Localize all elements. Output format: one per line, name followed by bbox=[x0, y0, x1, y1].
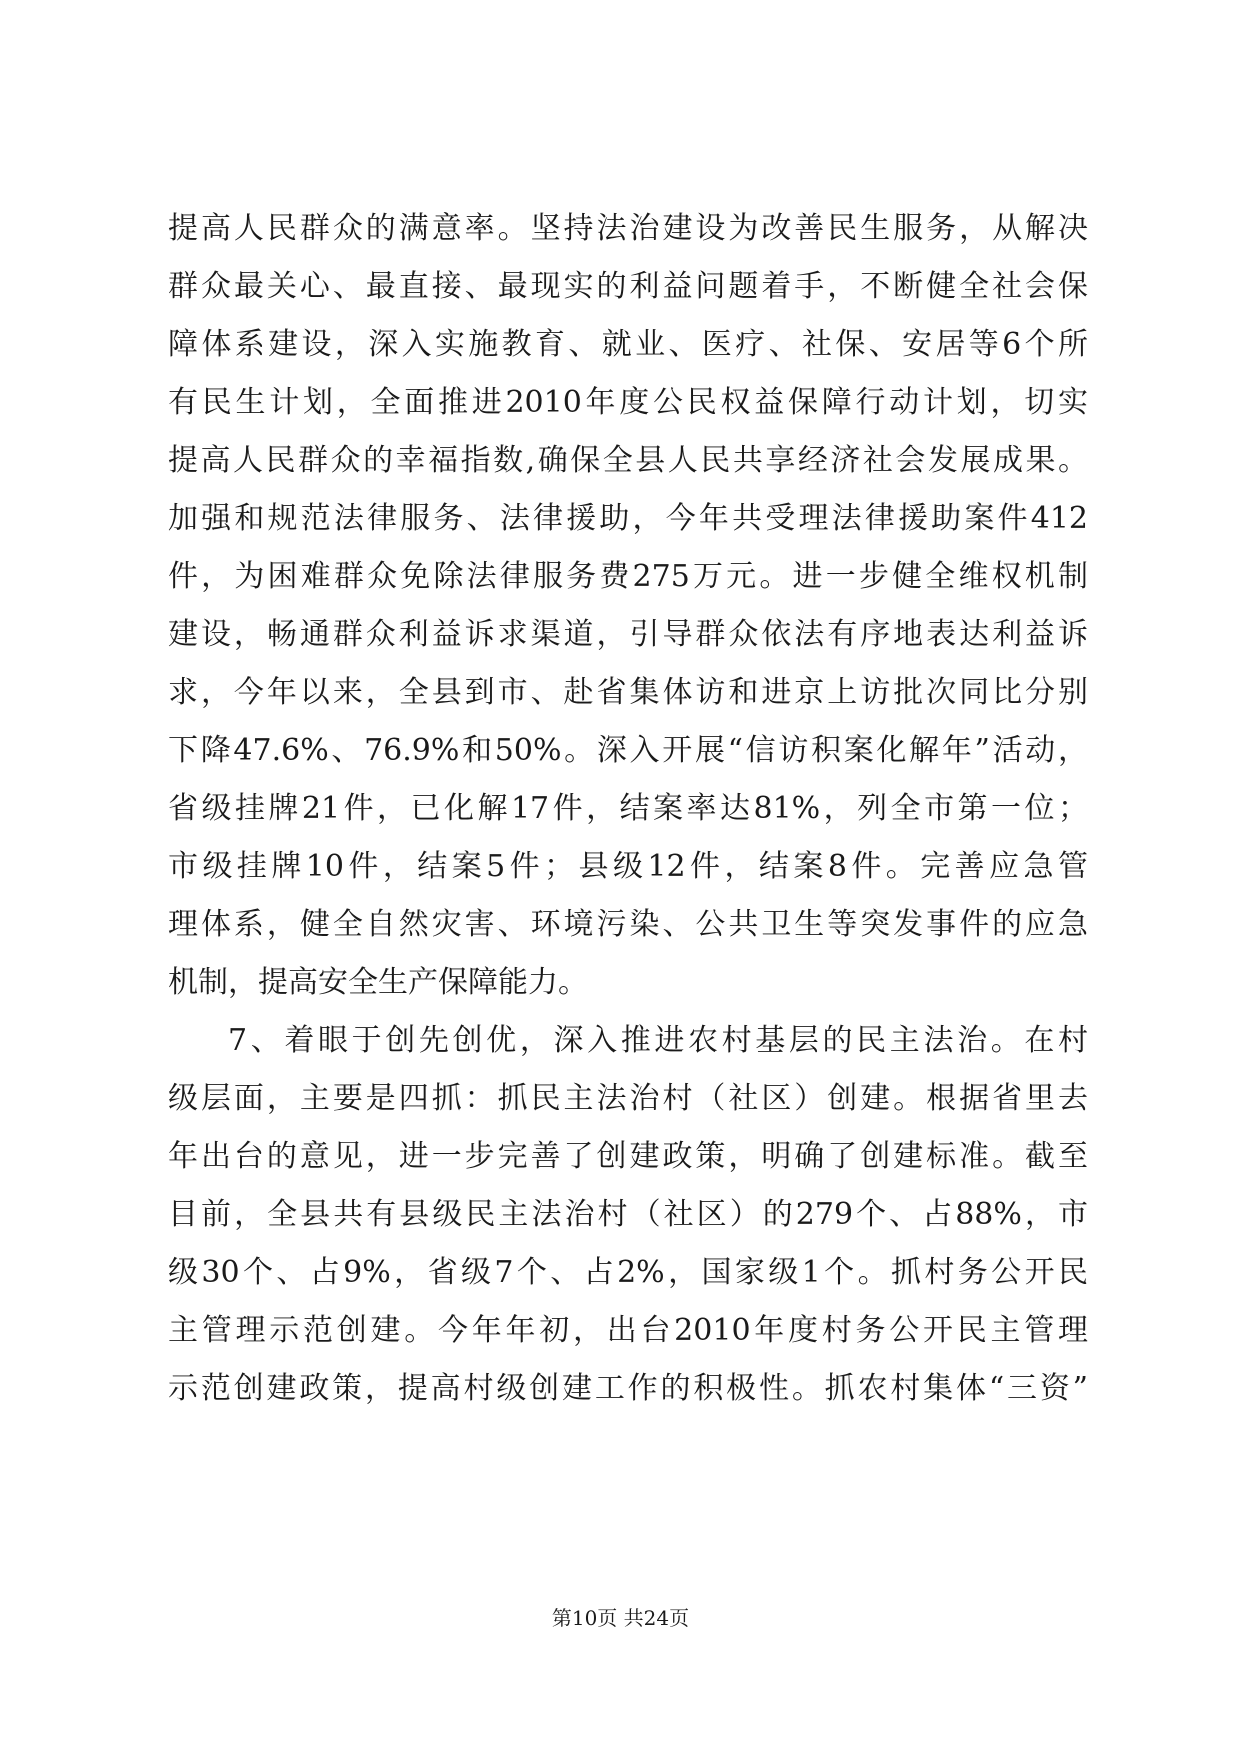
text-line: 件，为困难群众免除法律服务费275万元。进一步健全维权机制 bbox=[168, 559, 1088, 594]
text-line: 有民生计划，全面推进2010年度公民权益保障行动计划，切实 bbox=[168, 385, 1088, 420]
text-line: 级层面，主要是四抓：抓民主法治村（社区）创建。根据省里去 bbox=[168, 1081, 1088, 1116]
text-line: 目前，全县共有县级民主法治村（社区）的279个、占88%，市 bbox=[168, 1197, 1088, 1232]
text-line: 加强和规范法律服务、法律援助，今年共受理法律援助案件412 bbox=[168, 501, 1088, 536]
text-line: 群众最关心、最直接、最现实的利益问题着手，不断健全社会保 bbox=[168, 269, 1088, 304]
text-line: 年出台的意见，进一步完善了创建政策，明确了创建标准。截至 bbox=[168, 1139, 1088, 1174]
text-line: 障体系建设，深入实施教育、就业、医疗、社保、安居等6个所 bbox=[168, 327, 1088, 362]
text-line: 市级挂牌10件，结案5件；县级12件，结案8件。完善应急管 bbox=[168, 849, 1088, 884]
text-line: 级30个、占9%，省级7个、占2%，国家级1个。抓村务公开民 bbox=[168, 1255, 1088, 1290]
page-footer: 第10页 共24页 bbox=[551, 1606, 690, 1630]
text-line: 提高人民群众的幸福指数,确保全县人民共享经济社会发展成果。 bbox=[168, 443, 1088, 478]
text-line: 省级挂牌21件，已化解17件，结案率达81%，列全市第一位； bbox=[168, 791, 1088, 826]
paragraph-first-line: 7、着眼于创先创优，深入推进农村基层的民主法治。在村 bbox=[228, 1023, 1088, 1058]
text-line: 求，今年以来，全县到市、赴省集体访和进京上访批次同比分别 bbox=[168, 675, 1088, 710]
text-line: 主管理示范创建。今年年初，出台2010年度村务公开民主管理 bbox=[168, 1313, 1088, 1348]
text-line: 理体系，健全自然灾害、环境污染、公共卫生等突发事件的应急 bbox=[168, 907, 1088, 942]
text-line: 示范创建政策，提高村级创建工作的积极性。抓农村集体“三资” bbox=[168, 1371, 1088, 1406]
text-line: 提高人民群众的满意率。坚持法治建设为改善民生服务，从解决 bbox=[168, 211, 1088, 246]
text-line: 下降47.6%、76.9%和50%。深入开展“信访积案化解年”活动， bbox=[168, 733, 1088, 768]
text-line: 建设，畅通群众利益诉求渠道，引导群众依法有序地表达利益诉 bbox=[168, 617, 1088, 652]
text-line: 机制，提高安全生产保障能力。 bbox=[168, 965, 588, 1000]
